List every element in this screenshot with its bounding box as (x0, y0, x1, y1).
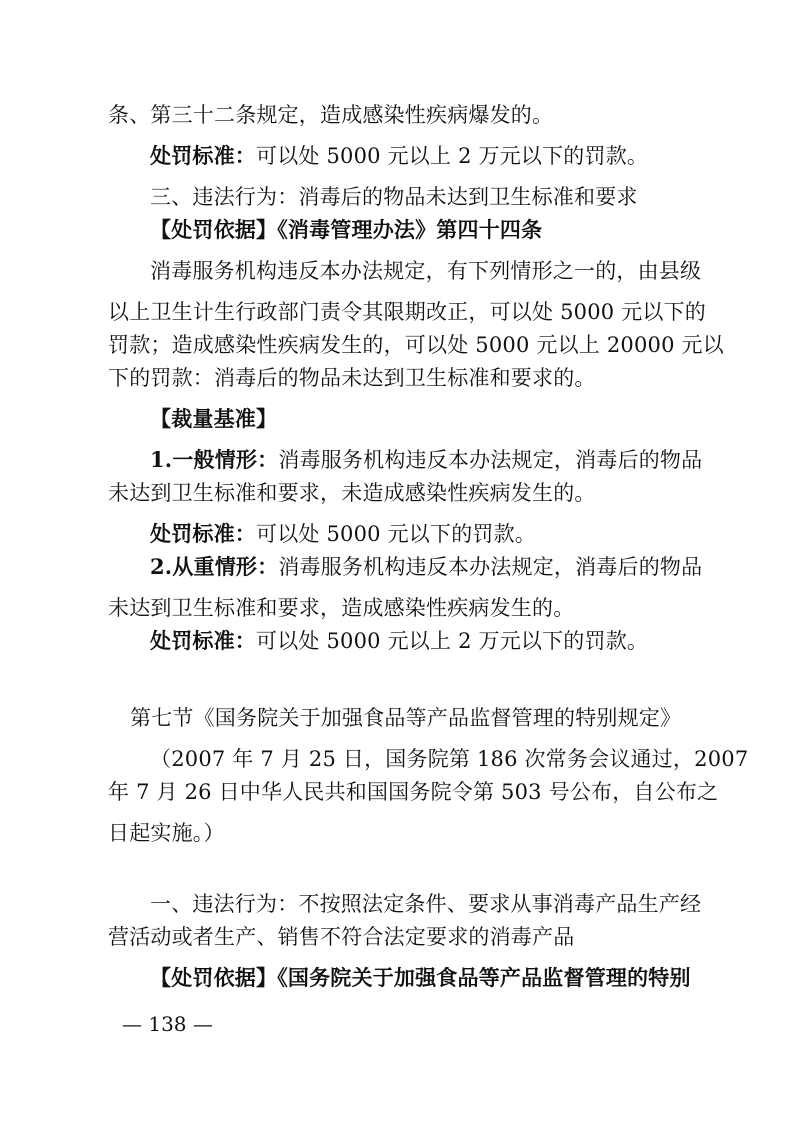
violation-heading: 三、违法行为：消毒后的物品未达到卫生标准和要求 (150, 185, 638, 209)
penalty-standard-line: 处罚标准：可以处 5000 元以下的罚款。 (150, 521, 536, 546)
text-line: 消毒服务机构违反本办法规定，有下列情形之一的，由县级 (150, 259, 702, 283)
violation-heading: 一、违法行为：不按照法定条件、要求从事消毒产品生产经 (150, 892, 702, 916)
aggravated-case-line: 2.从重情形：消毒服务机构违反本办法规定，消毒后的物品 (150, 554, 703, 579)
text-line: 以上卫生计生行政部门责令其限期改正，可以处 5000 元以下的 (108, 300, 706, 324)
text-line: 营活动或者生产、销售不符合法定要求的消毒产品 (108, 925, 575, 949)
penalty-standard-label: 处罚标准： (150, 143, 256, 168)
section-title: 第七节《国务院关于加强食品等产品监督管理的特别规定》 (130, 706, 682, 730)
text-line: 罚款；造成感染性疾病发生的，可以处 5000 元以上 20000 元以 (108, 333, 724, 357)
text-line: 未达到卫生标准和要求，造成感染性疾病发生的。 (108, 596, 575, 620)
penalty-standard-label: 处罚标准： (150, 628, 256, 653)
penalty-basis-heading: 【处罚依据】《国务院关于加强食品等产品监督管理的特别 (150, 965, 691, 990)
page-number: — 138 — (122, 1012, 213, 1036)
penalty-standard-label: 处罚标准： (150, 521, 256, 546)
general-case-line: 1.一般情形：消毒服务机构违反本办法规定，消毒后的物品 (150, 447, 703, 472)
penalty-standard-line: 处罚标准：可以处 5000 元以上 2 万元以下的罚款。 (150, 628, 649, 653)
penalty-basis-heading: 【处罚依据】《消毒管理办法》第四十四条 (150, 217, 543, 242)
aggravated-case-label: 2.从重情形： (150, 554, 279, 579)
discretion-standard-heading: 【裁量基准】 (150, 406, 278, 431)
text-line: 日起实施。） (108, 821, 225, 845)
text-line: （2007 年 7 月 25 日，国务院第 186 次常务会议通过，2007 (150, 747, 749, 771)
penalty-standard-line: 处罚标准：可以处 5000 元以上 2 万元以下的罚款。 (150, 143, 649, 168)
text-line: 下的罚款：消毒后的物品未达到卫生标准和要求的。 (108, 366, 596, 390)
text-line: 年 7 月 26 日中华人民共和国国务院令第 503 号公布，自公布之 (108, 780, 719, 804)
general-case-label: 1.一般情形： (150, 447, 279, 472)
text-line: 未达到卫生标准和要求，未造成感染性疾病发生的。 (108, 481, 596, 505)
text-line: 条、第三十二条规定，造成感染性疾病爆发的。 (108, 103, 554, 127)
